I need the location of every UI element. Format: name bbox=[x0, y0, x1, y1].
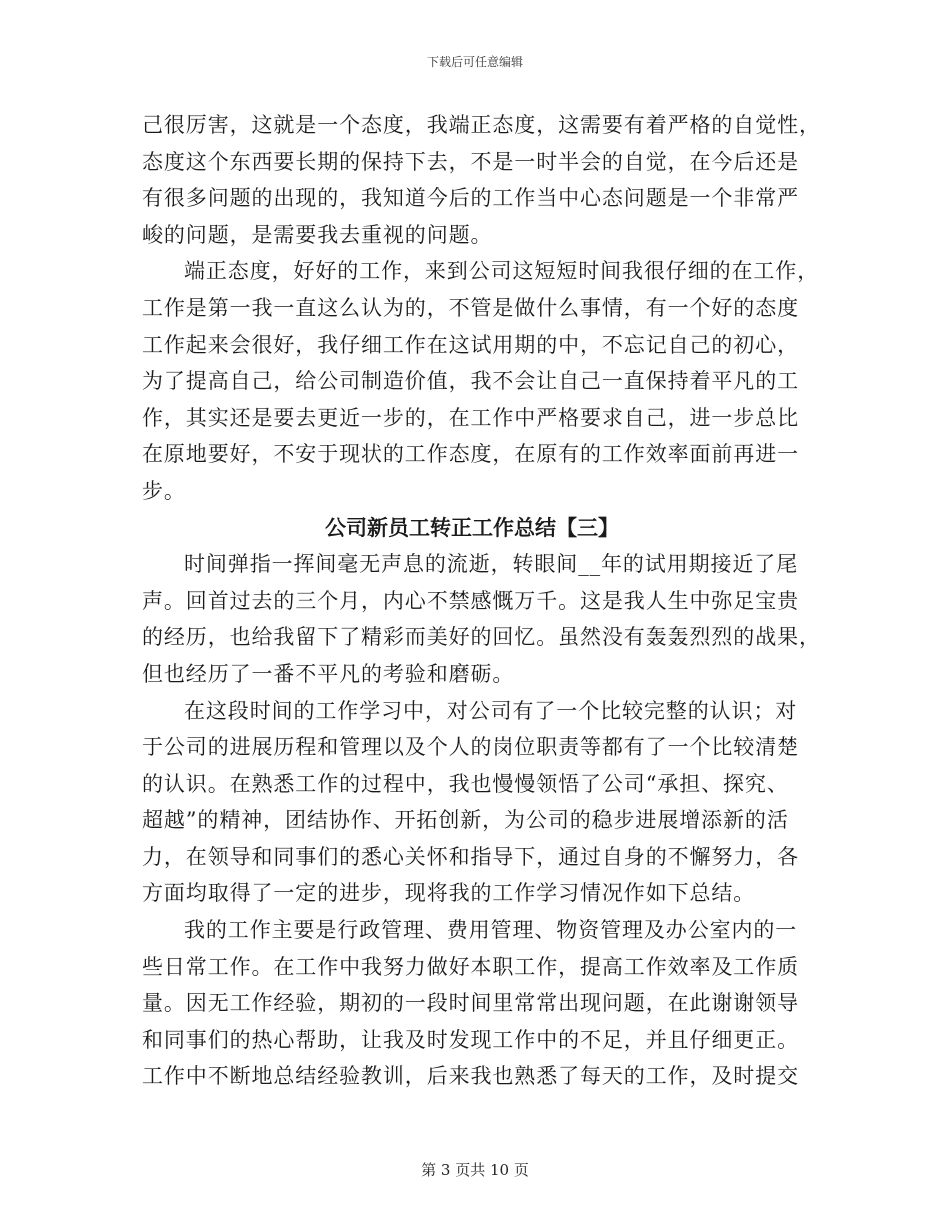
text-line: 方面均取得了一定的进步，现将我的工作学习情况作如下总结。 bbox=[142, 881, 756, 906]
document-body bbox=[142, 107, 821, 1095]
text-line: 为了提高自己，给公司制造价值，我不会让自己一直保持着平凡的工 bbox=[142, 369, 799, 394]
text-line: 于公司的进展历程和管理以及个人的岗位职责等都有了一个比较清楚 bbox=[142, 735, 799, 760]
text-line: 步。 bbox=[142, 478, 186, 503]
text-line: 态度这个东西要长期的保持下去，不是一时半会的自觉，在今后还是 bbox=[142, 149, 799, 174]
text-line: 量。因无工作经验，期初的一段时间里常常出现问题，在此谢谢领导 bbox=[142, 991, 799, 1016]
text-line: 工作是第一我一直这么认为的，不管是做什么事情，有一个好的态度 bbox=[142, 295, 799, 320]
text-line: 端正态度，好好的工作，来到公司这短短时间我很仔细的在工作， bbox=[184, 259, 820, 284]
text-line: 的认识。在熟悉工作的过程中，我也慢慢领悟了公司“承担、探究、 bbox=[142, 771, 789, 796]
text-line: 时间弹指一挥间毫无声息的流逝，转眼间__年的试用期接近了尾 bbox=[184, 552, 799, 577]
text-line: 工作起来会很好，我仔细工作在这试用期的中，不忘记自己的初心， bbox=[142, 332, 799, 357]
text-line: 己很厉害，这就是一个态度，我端正态度，这需要有着严格的自觉性， bbox=[142, 113, 821, 137]
text-line: 在原地要好，不安于现状的工作态度，在原有的工作效率面前再进一 bbox=[142, 442, 799, 467]
section-title: 公司新员工转正工作总结【三】 bbox=[325, 514, 619, 540]
page-header: 下载后可任意编辑 bbox=[426, 55, 523, 69]
text-line: 些日常工作。在工作中我努力做好本职工作，提高工作效率及工作质 bbox=[142, 954, 799, 979]
text-line: 在这段时间的工作学习中，对公司有了一个比较完整的认识；对 bbox=[184, 698, 798, 723]
text-line: 超越”的精神，团结协作、开拓创新，为公司的稳步进展增添新的活 bbox=[142, 808, 789, 833]
text-line: 我的工作主要是行政管理、费用管理、物资管理及办公室内的一 bbox=[184, 918, 798, 943]
text-line: 声。回首过去的三个月，内心不禁感慨万千。这是我人生中弥足宝贵 bbox=[142, 588, 799, 613]
page-footer: 第 3 页共 10 页 bbox=[421, 1161, 529, 1179]
text-line: 峻的问题，是需要我去重视的问题。 bbox=[142, 222, 493, 247]
text-line: 和同事们的热心帮助，让我及时发现工作中的不足，并且仔细更正。 bbox=[142, 1027, 799, 1052]
text-line: 作，其实还是要去更近一步的，在工作中严格要求自己，进一步总比 bbox=[142, 405, 799, 430]
text-line: 工作中不断地总结经验教训，后来我也熟悉了每天的工作，及时提交 bbox=[142, 1064, 799, 1089]
text-line: 的经历，也给我留下了精彩而美好的回忆。虽然没有轰轰烈烈的战果， bbox=[142, 625, 821, 650]
text-line: 但也经历了一番不平凡的考验和磨砺。 bbox=[142, 661, 515, 686]
text-line: 力，在领导和同事们的悉心关怀和指导下，通过自身的不懈努力，各 bbox=[142, 844, 799, 869]
text-line: 有很多问题的出现的，我知道今后的工作当中心态问题是一个非常严 bbox=[142, 186, 799, 211]
